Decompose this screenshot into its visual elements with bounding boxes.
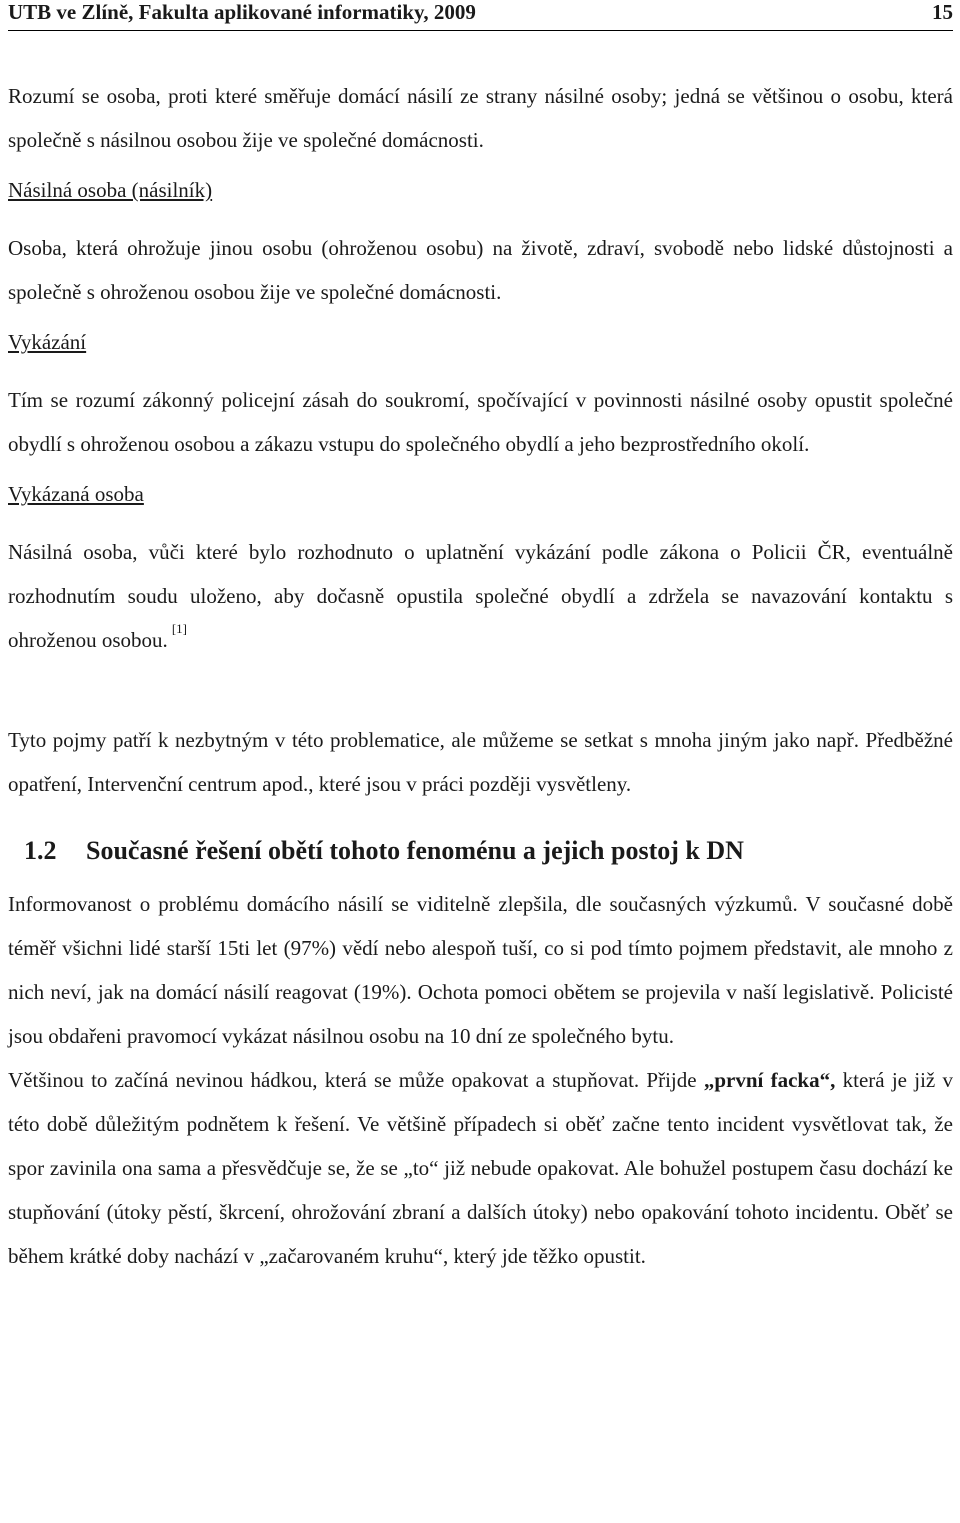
intro-paragraph: Rozumí se osoba, proti které směřuje domácí násilí ze strany násilné osoby; jedná se většinou o osobu, která společně s násilnou osobou žije ve společné domácnosti. [8,84,953,152]
definition-term-evicted-person: Vykázaná osoba [8,482,144,506]
spacer [8,806,953,820]
section-paragraph-1: Informovanost o problému domácího násilí se viditelně zlepšila, dle současných výzkumů. V současné době téměř všichni lidé starší 15ti let (97%) vědí nebo alespoň tuší, co si pod tímto pojmem představit, ale mnoho z nich neví, jak na domácí násilí reagovat (19%). Ochota pomoci obětem se projevila v naší legislativě. Policisté jsou obdařeni pravomocí vykázat násilnou osobu na 10 dní ze společného bytu. [8,892,953,1048]
definition-text-violent-person: Osoba, která ohrožuje jinou osobu (ohroženou osobu) na životě, zdraví, svobodě nebo lidské důstojnosti a společně s ohroženou osobou žije ve společné domácnosti. [8,236,953,304]
section-number: 1.2 [24,836,57,865]
definition-term-violent-person: Násilná osoba (násilník) [8,178,213,202]
section-heading [8,826,953,876]
section-title: Současné řešení obětí tohoto fenoménu a jejich postoj k DN [86,836,744,865]
page-header [8,0,953,31]
definition-text-evicted-person-body: Násilná osoba, vůči které bylo rozhodnuto o uplatnění vykázání podle zákona o Policii ČR, eventuálně rozhodnutím soudu uloženo, aby dočasně opustila společné obydlí a zdržela se navazování kontaktu s ohroženou osobou. [8,540,953,652]
definition-term-eviction: Vykázání [8,330,87,354]
summary-paragraph: Tyto pojmy patří k nezbytným v této problematice, ale můžeme se setkat s mnoha jiným jako např. Předběžné opatření, Intervenční centrum apod., které jsou v práci později vysvětleny. [8,728,953,796]
citation-reference: [1] [171,621,187,636]
emphasis-first-slap: „první facka“, [703,1068,836,1092]
section-paragraph-2-start: Většinou to začíná nevinou hádkou, která se může opakovat a stupňovat. Přijde [8,1068,704,1092]
section-paragraph-2 [8,1058,953,1278]
section-paragraph-2-end: která je již v této době důležitým podnětem k řešení. Ve většině případech si oběť začne tento incident vysvětlovat tak, že spor zavinila ona sama a přesvědčuje se, že se „to“ již nebude opakovat. Ale bohužel postupem času dochází ke stupňování (útoky pěstí, škrcení, ohrožování zbraní a dalších útoky) nebo opakování tohoto incidentu. Oběť se během krátké doby nachází v „začarovaném kruhu“, který jde těžko opustit. [8,1068,953,1268]
definition-text-evicted-person [8,530,953,662]
page-number: 15 [932,0,953,24]
document-body [8,74,953,1278]
header-title: UTB ve Zlíně, Fakulta aplikované informatiky, 2009 [8,0,476,24]
definition-text-eviction: Tím se rozumí zákonný policejní zásah do soukromí, spočívající v povinnosti násilné osoby opustit společné obydlí s ohroženou osobou a zákazu vstupu do společného obydlí a jeho bezprostředního okolí. [8,388,953,456]
spacer [8,662,953,718]
